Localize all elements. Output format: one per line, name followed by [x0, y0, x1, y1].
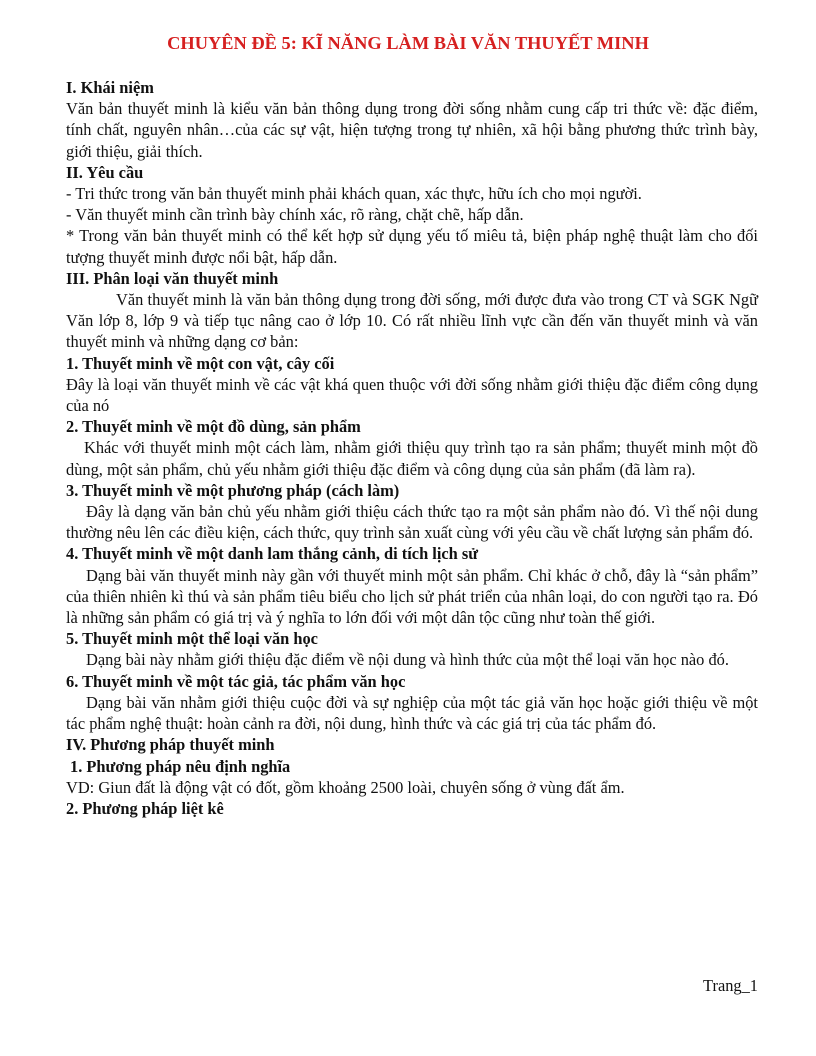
type-heading-5: 5. Thuyết minh một thể loại văn học: [66, 629, 318, 649]
section-heading-requirements: II. Yêu cầu: [66, 162, 144, 182]
type-heading-2: 2. Thuyết minh về một đồ dùng, sản phẩm: [66, 417, 361, 437]
document-body: [66, 77, 758, 819]
type-paragraph-3: Đây là dạng văn bản chủ yếu nhằm giới thiệu cách thức tạo ra một sản phẩm nào đó. Vì thế nội dung thường nêu lên các điều kiện, cách thức, quy trình sản xuất cùng với yêu cầu về chất lượng sản phẩm đó.: [66, 502, 758, 543]
requirement-note: * Trong văn bản thuyết minh có thể kết hợp sử dụng yếu tố miêu tả, biện pháp nghệ thuật làm cho đối tượng thuyết minh được nổi bật, hấp dẫn.: [66, 226, 758, 267]
type-heading-3: 3. Thuyết minh về một phương pháp (cách làm): [66, 480, 400, 500]
method-heading-1: 1. Phương pháp nêu định nghĩa: [70, 756, 291, 776]
classification-intro: Văn thuyết minh là văn bản thông dụng trong đời sống, mới được đưa vào trong CT và SGK Ngữ Văn lớp 8, lớp 9 và tiếp tục nâng cao ở lớp 10. Có rất nhiều lĩnh vực cần đến văn thuyết minh và văn thuyết minh và những dạng cơ bản:: [66, 290, 758, 352]
type-paragraph-5: Dạng bài này nhằm giới thiệu đặc điểm về nội dung và hình thức của một thể loại văn học nào đó.: [86, 650, 729, 670]
page-title: CHUYÊN ĐỀ 5: KĨ NĂNG LÀM BÀI VĂN THUYẾT MINH: [167, 33, 649, 53]
page-number: Trang_1: [703, 976, 758, 995]
section-heading-classification: III. Phân loại văn thuyết minh: [66, 268, 279, 288]
type-paragraph-2: Khác với thuyết minh một cách làm, nhằm giới thiệu quy trình tạo ra sản phẩm; thuyết minh một đồ dùng, một sản phẩm, chủ yếu nhằm giới thiệu đặc điểm và công dụng của sản phẩm (đã làm ra).: [66, 438, 758, 479]
section-heading-methods: IV. Phương pháp thuyết minh: [66, 735, 275, 755]
method-heading-2: 2. Phương pháp liệt kê: [66, 798, 224, 818]
type-paragraph-1: Đây là loại văn thuyết minh về các vật khá quen thuộc với đời sống nhằm giới thiệu đặc điểm công dụng của nó: [66, 374, 758, 416]
concept-paragraph: Văn bản thuyết minh là kiểu văn bản thông dụng trong đời sống nhằm cung cấp tri thức về: đặc điểm, tính chất, nguyên nhân…của các sự vật, hiện tượng trong tự nhiên, xã hội bằng phương thức trình bày, giới thiệu, giải thích.: [66, 99, 758, 161]
type-heading-6: 6. Thuyết minh về một tác giả, tác phẩm văn học: [66, 671, 406, 691]
section-heading-concept: I. Khái niệm: [66, 78, 154, 97]
type-heading-4: 4. Thuyết minh về một danh lam thắng cảnh, di tích lịch sử: [66, 544, 479, 564]
type-paragraph-6: Dạng bài văn nhằm giới thiệu cuộc đời và sự nghiệp của một tác giả văn học hoặc giới thiệu về một tác phẩm nghệ thuật: hoàn cảnh ra đời, nội dung, hình thức và các giá trị của tác phẩm đó.: [66, 692, 758, 734]
requirement-item-1: - Tri thức trong văn bản thuyết minh phải khách quan, xác thực, hữu ích cho mọi người.: [66, 184, 642, 204]
type-paragraph-4: Dạng bài văn thuyết minh này gần với thuyết minh một sản phẩm. Chỉ khác ở chỗ, đây là “sản phẩm” của thiên nhiên kì thú và sản phẩm tiêu biểu cho lịch sử phát triển của nhân loại, do con người tạo ra. Đó là những sản phẩm có giá trị và ý nghĩa to lớn đối với một dân tộc cũng như toàn thế giới.: [66, 565, 758, 628]
method-example-1: VD: Giun đất là động vật có đốt, gồm khoảng 2500 loài, chuyên sống ở vùng đất ẩm.: [66, 777, 625, 797]
requirement-item-2: - Văn thuyết minh cần trình bày chính xác, rõ ràng, chặt chẽ, hấp dẫn.: [66, 205, 524, 225]
type-heading-1: 1. Thuyết minh về một con vật, cây cối: [66, 353, 335, 373]
